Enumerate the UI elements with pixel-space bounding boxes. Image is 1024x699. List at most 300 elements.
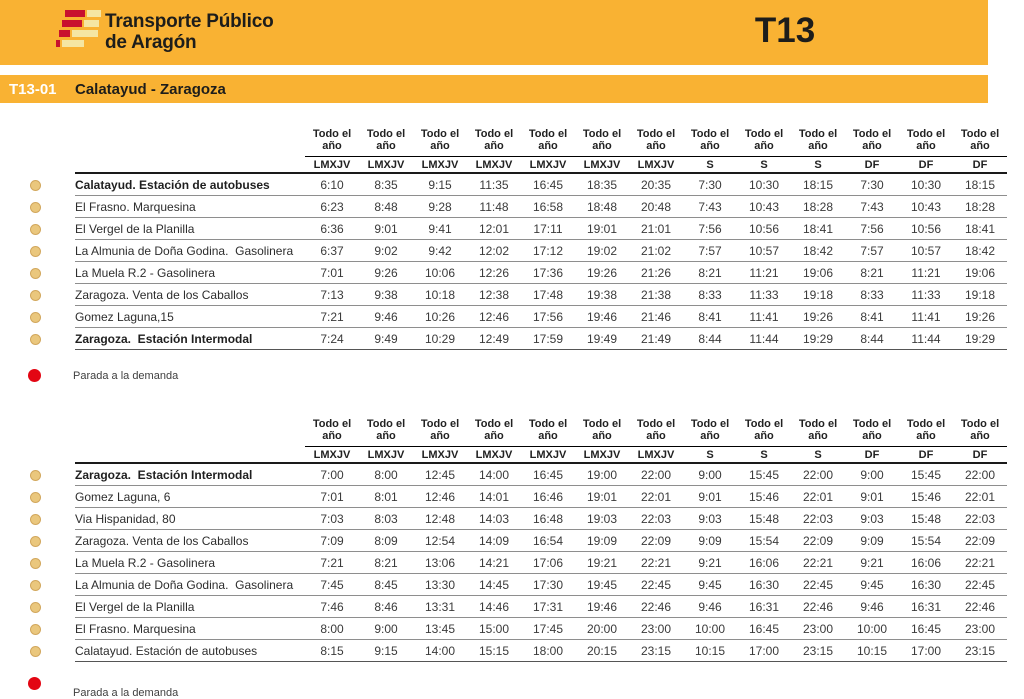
time-cell: 19:45: [575, 574, 629, 596]
time-cell: 19:06: [791, 262, 845, 284]
stop-dot-cell: [0, 328, 75, 350]
column-daycode: DF: [845, 447, 899, 464]
time-cell: 23:15: [953, 640, 1007, 662]
time-cell: 9:46: [359, 306, 413, 328]
time-cell: 8:21: [359, 552, 413, 574]
time-cell: 15:15: [467, 640, 521, 662]
time-cell: 16:54: [521, 530, 575, 552]
stop-dot-cell: [0, 486, 75, 508]
column-daycode: DF: [953, 447, 1007, 464]
demand-stop-dot-icon: [30, 268, 41, 279]
column-period-label: Todo el año: [953, 414, 1007, 447]
time-cell: 18:48: [575, 196, 629, 218]
time-cell: 13:31: [413, 596, 467, 618]
header-rule: [75, 447, 305, 464]
time-cell: 12:48: [413, 508, 467, 530]
time-cell: 22:45: [791, 574, 845, 596]
column-period-label: Todo el año: [521, 414, 575, 447]
legend-label: Parada a la demanda: [73, 369, 179, 382]
time-cell: 9:45: [845, 574, 899, 596]
stop-name: El Vergel de la Planilla: [75, 218, 305, 240]
time-cell: 7:57: [683, 240, 737, 262]
time-cell: 9:45: [683, 574, 737, 596]
column-period-label: Todo el año: [629, 414, 683, 447]
time-cell: 21:01: [629, 218, 683, 240]
time-cell: 22:09: [629, 530, 683, 552]
column-daycode: S: [791, 447, 845, 464]
time-cell: 10:06: [413, 262, 467, 284]
time-cell: 11:33: [737, 284, 791, 306]
time-cell: 8:44: [845, 328, 899, 350]
stop-name: El Frasno. Marquesina: [75, 196, 305, 218]
time-cell: 18:42: [791, 240, 845, 262]
time-cell: 16:58: [521, 196, 575, 218]
time-cell: 7:00: [305, 464, 359, 486]
time-cell: 9:38: [359, 284, 413, 306]
time-cell: 20:15: [575, 640, 629, 662]
column-daycode: LMXJV: [305, 157, 359, 174]
header-spacer: [0, 157, 75, 174]
column-period-label: Todo el año: [791, 414, 845, 447]
time-cell: 8:48: [359, 196, 413, 218]
time-cell: 19:01: [575, 486, 629, 508]
column-period-label: Todo el año: [359, 124, 413, 157]
time-cell: 9:02: [359, 240, 413, 262]
time-cell: 16:45: [737, 618, 791, 640]
header-spacer: [0, 414, 75, 447]
time-cell: 9:46: [845, 596, 899, 618]
time-cell: 10:30: [899, 174, 953, 196]
column-period-label: Todo el año: [467, 124, 521, 157]
stop-dot-cell: [0, 596, 75, 618]
time-cell: 10:43: [737, 196, 791, 218]
time-cell: 22:00: [629, 464, 683, 486]
time-cell: 17:45: [521, 618, 575, 640]
brand-line-2: de Aragón: [105, 32, 197, 53]
time-cell: 10:15: [683, 640, 737, 662]
legend-on-demand-bottom: [28, 677, 179, 699]
time-cell: 15:54: [899, 530, 953, 552]
stop-name: Zaragoza. Venta de los Caballos: [75, 530, 305, 552]
time-cell: 23:00: [953, 618, 1007, 640]
demand-stop-dot-icon: [30, 224, 41, 235]
stop-dot-cell: [0, 574, 75, 596]
stop-dot-cell: [0, 640, 75, 662]
time-cell: 12:38: [467, 284, 521, 306]
time-cell: 8:03: [359, 508, 413, 530]
time-cell: 7:43: [845, 196, 899, 218]
column-daycode: S: [737, 157, 791, 174]
time-cell: 12:26: [467, 262, 521, 284]
time-cell: 19:03: [575, 508, 629, 530]
column-period-label: Todo el año: [683, 124, 737, 157]
demand-stop-dot-icon: [30, 246, 41, 257]
demand-stop-dot-icon: [30, 558, 41, 569]
time-cell: 19:26: [575, 262, 629, 284]
time-cell: 11:41: [737, 306, 791, 328]
time-cell: 15:54: [737, 530, 791, 552]
time-cell: 13:06: [413, 552, 467, 574]
time-cell: 22:01: [629, 486, 683, 508]
time-cell: 13:30: [413, 574, 467, 596]
time-cell: 22:46: [953, 596, 1007, 618]
aragon-logo-icon: [55, 9, 103, 51]
time-cell: 16:46: [521, 486, 575, 508]
time-cell: 9:01: [359, 218, 413, 240]
route-name: Calatayud - Zaragoza: [75, 80, 226, 98]
time-cell: 7:01: [305, 486, 359, 508]
time-cell: 19:49: [575, 328, 629, 350]
time-cell: 22:00: [953, 464, 1007, 486]
header-spacer: [75, 124, 305, 157]
demand-stop-dot-icon: [30, 536, 41, 547]
header-spacer: [0, 124, 75, 157]
column-period-label: Todo el año: [359, 414, 413, 447]
time-cell: 8:33: [683, 284, 737, 306]
time-cell: 17:30: [521, 574, 575, 596]
column-period-label: Todo el año: [953, 124, 1007, 157]
column-daycode: LMXJV: [629, 447, 683, 464]
time-cell: 12:54: [413, 530, 467, 552]
stop-name: La Almunia de Doña Godina. Gasolinera: [75, 240, 305, 262]
time-cell: 8:21: [845, 262, 899, 284]
time-cell: 10:57: [737, 240, 791, 262]
time-cell: 23:00: [629, 618, 683, 640]
column-period-label: Todo el año: [575, 124, 629, 157]
time-cell: 9:03: [845, 508, 899, 530]
stop-name: Calatayud. Estación de autobuses: [75, 174, 305, 196]
time-cell: 12:01: [467, 218, 521, 240]
time-cell: 7:21: [305, 552, 359, 574]
time-cell: 8:45: [359, 574, 413, 596]
column-daycode: S: [683, 157, 737, 174]
time-cell: 14:00: [413, 640, 467, 662]
time-cell: 17:06: [521, 552, 575, 574]
time-cell: 19:00: [575, 464, 629, 486]
time-cell: 22:21: [791, 552, 845, 574]
time-cell: 9:00: [683, 464, 737, 486]
time-cell: 15:45: [737, 464, 791, 486]
column-period-label: Todo el año: [899, 124, 953, 157]
timetable-return: [0, 414, 1007, 662]
time-cell: 19:26: [791, 306, 845, 328]
time-cell: 12:45: [413, 464, 467, 486]
time-cell: 7:30: [683, 174, 737, 196]
stop-name: Gomez Laguna,15: [75, 306, 305, 328]
demand-stop-dot-icon: [30, 646, 41, 657]
time-cell: 20:48: [629, 196, 683, 218]
stop-dot-cell: [0, 218, 75, 240]
time-cell: 19:21: [575, 552, 629, 574]
time-cell: 10:43: [899, 196, 953, 218]
demand-stop-dot-icon: [30, 180, 41, 191]
time-cell: 19:29: [791, 328, 845, 350]
time-cell: 22:45: [953, 574, 1007, 596]
column-period-label: Todo el año: [305, 124, 359, 157]
time-cell: 22:01: [953, 486, 1007, 508]
time-cell: 11:35: [467, 174, 521, 196]
time-cell: 19:01: [575, 218, 629, 240]
time-cell: 9:15: [359, 640, 413, 662]
stop-dot-cell: [0, 552, 75, 574]
time-cell: 7:03: [305, 508, 359, 530]
demand-stop-dot-icon: [30, 202, 41, 213]
time-cell: 7:24: [305, 328, 359, 350]
time-cell: 19:38: [575, 284, 629, 306]
column-period-label: Todo el año: [737, 124, 791, 157]
time-cell: 19:46: [575, 596, 629, 618]
stop-name: La Almunia de Doña Godina. Gasolinera: [75, 574, 305, 596]
stop-name: La Muela R.2 - Gasolinera: [75, 262, 305, 284]
column-daycode: LMXJV: [575, 447, 629, 464]
time-cell: 10:26: [413, 306, 467, 328]
stop-dot-cell: [0, 196, 75, 218]
column-daycode: DF: [899, 447, 953, 464]
time-cell: 16:48: [521, 508, 575, 530]
column-daycode: LMXJV: [359, 157, 413, 174]
time-cell: 6:10: [305, 174, 359, 196]
demand-stop-dot-icon: [30, 624, 41, 635]
time-cell: 23:15: [629, 640, 683, 662]
column-daycode: LMXJV: [467, 157, 521, 174]
time-cell: 21:46: [629, 306, 683, 328]
stop-name: El Frasno. Marquesina: [75, 618, 305, 640]
time-cell: 6:36: [305, 218, 359, 240]
time-cell: 18:41: [791, 218, 845, 240]
column-period-label: Todo el año: [791, 124, 845, 157]
time-cell: 8:09: [359, 530, 413, 552]
column-daycode: DF: [899, 157, 953, 174]
time-cell: 23:15: [791, 640, 845, 662]
time-cell: 7:21: [305, 306, 359, 328]
route-code: T13: [754, 11, 816, 50]
time-cell: 22:46: [791, 596, 845, 618]
time-cell: 15:48: [737, 508, 791, 530]
time-cell: 22:21: [629, 552, 683, 574]
time-cell: 10:29: [413, 328, 467, 350]
time-cell: 14:03: [467, 508, 521, 530]
column-daycode: S: [791, 157, 845, 174]
column-daycode: LMXJV: [521, 447, 575, 464]
time-cell: 13:45: [413, 618, 467, 640]
time-cell: 19:29: [953, 328, 1007, 350]
time-cell: 19:26: [953, 306, 1007, 328]
column-period-label: Todo el año: [305, 414, 359, 447]
time-cell: 16:30: [737, 574, 791, 596]
time-cell: 14:00: [467, 464, 521, 486]
time-cell: 10:30: [737, 174, 791, 196]
time-cell: 22:00: [791, 464, 845, 486]
demand-stop-dot-icon: [30, 334, 41, 345]
time-cell: 17:56: [521, 306, 575, 328]
column-daycode: LMXJV: [467, 447, 521, 464]
time-cell: 20:35: [629, 174, 683, 196]
time-cell: 9:41: [413, 218, 467, 240]
time-cell: 8:41: [845, 306, 899, 328]
time-cell: 9:49: [359, 328, 413, 350]
stop-name: El Vergel de la Planilla: [75, 596, 305, 618]
stop-dot-cell: [0, 240, 75, 262]
stop-name: Zaragoza. Estación Intermodal: [75, 328, 305, 350]
time-cell: 9:00: [359, 618, 413, 640]
stop-name: Gomez Laguna, 6: [75, 486, 305, 508]
time-cell: 22:09: [791, 530, 845, 552]
column-daycode: DF: [845, 157, 899, 174]
time-cell: 18:42: [953, 240, 1007, 262]
demand-stop-dot-icon: [30, 602, 41, 613]
column-daycode: LMXJV: [305, 447, 359, 464]
time-cell: 18:41: [953, 218, 1007, 240]
time-cell: 19:46: [575, 306, 629, 328]
time-cell: 15:48: [899, 508, 953, 530]
route-title-bar: [0, 75, 988, 103]
column-daycode: LMXJV: [359, 447, 413, 464]
time-cell: 18:15: [791, 174, 845, 196]
time-cell: 11:21: [899, 262, 953, 284]
time-cell: 10:15: [845, 640, 899, 662]
time-cell: 17:36: [521, 262, 575, 284]
time-cell: 20:00: [575, 618, 629, 640]
time-cell: 10:00: [845, 618, 899, 640]
time-cell: 7:46: [305, 596, 359, 618]
time-cell: 17:59: [521, 328, 575, 350]
time-cell: 18:00: [521, 640, 575, 662]
time-cell: 17:12: [521, 240, 575, 262]
time-cell: 12:49: [467, 328, 521, 350]
header-spacer: [0, 447, 75, 464]
time-cell: 9:28: [413, 196, 467, 218]
time-cell: 17:48: [521, 284, 575, 306]
time-cell: 8:41: [683, 306, 737, 328]
time-cell: 9:00: [845, 464, 899, 486]
route-subcode: T13-01: [9, 80, 57, 98]
time-cell: 17:00: [737, 640, 791, 662]
time-cell: 7:30: [845, 174, 899, 196]
column-period-label: Todo el año: [521, 124, 575, 157]
time-cell: 8:44: [683, 328, 737, 350]
stop-dot-cell: [0, 508, 75, 530]
header-band: [0, 0, 988, 65]
time-cell: 8:01: [359, 486, 413, 508]
time-cell: 22:01: [791, 486, 845, 508]
demand-stop-dot-icon: [30, 470, 41, 481]
header-rule: [75, 157, 305, 174]
legend-label: Parada a la demanda: [73, 686, 179, 699]
time-cell: 22:03: [791, 508, 845, 530]
time-cell: 16:45: [899, 618, 953, 640]
demand-stop-icon: [28, 677, 41, 690]
time-cell: 7:57: [845, 240, 899, 262]
time-cell: 15:46: [899, 486, 953, 508]
time-cell: 10:56: [899, 218, 953, 240]
stop-name: Zaragoza. Venta de los Caballos: [75, 284, 305, 306]
time-cell: 19:18: [953, 284, 1007, 306]
column-period-label: Todo el año: [845, 414, 899, 447]
time-cell: 22:46: [629, 596, 683, 618]
time-cell: 18:35: [575, 174, 629, 196]
stop-name: Via Hispanidad, 80: [75, 508, 305, 530]
column-period-label: Todo el año: [683, 414, 737, 447]
time-cell: 9:21: [683, 552, 737, 574]
column-daycode: S: [737, 447, 791, 464]
time-cell: 6:37: [305, 240, 359, 262]
stop-name: La Muela R.2 - Gasolinera: [75, 552, 305, 574]
demand-stop-dot-icon: [30, 290, 41, 301]
time-cell: 12:46: [467, 306, 521, 328]
time-cell: 19:18: [791, 284, 845, 306]
time-cell: 22:21: [953, 552, 1007, 574]
time-cell: 10:57: [899, 240, 953, 262]
column-period-label: Todo el año: [737, 414, 791, 447]
time-cell: 11:44: [737, 328, 791, 350]
time-cell: 23:00: [791, 618, 845, 640]
time-cell: 8:21: [683, 262, 737, 284]
time-cell: 16:31: [737, 596, 791, 618]
time-cell: 17:00: [899, 640, 953, 662]
time-cell: 19:02: [575, 240, 629, 262]
demand-stop-dot-icon: [30, 514, 41, 525]
time-cell: 11:33: [899, 284, 953, 306]
time-cell: 14:21: [467, 552, 521, 574]
column-period-label: Todo el año: [413, 124, 467, 157]
time-cell: 22:45: [629, 574, 683, 596]
demand-stop-dot-icon: [30, 492, 41, 503]
time-cell: 19:09: [575, 530, 629, 552]
time-cell: 8:35: [359, 174, 413, 196]
stop-name: Zaragoza. Estación Intermodal: [75, 464, 305, 486]
time-cell: 17:31: [521, 596, 575, 618]
time-cell: 12:02: [467, 240, 521, 262]
column-period-label: Todo el año: [467, 414, 521, 447]
time-cell: 7:13: [305, 284, 359, 306]
time-cell: 8:00: [359, 464, 413, 486]
time-cell: 7:43: [683, 196, 737, 218]
column-daycode: LMXJV: [575, 157, 629, 174]
time-cell: 22:03: [953, 508, 1007, 530]
time-cell: 17:11: [521, 218, 575, 240]
demand-stop-dot-icon: [30, 312, 41, 323]
time-cell: 7:01: [305, 262, 359, 284]
time-cell: 9:01: [845, 486, 899, 508]
time-cell: 9:01: [683, 486, 737, 508]
column-period-label: Todo el año: [845, 124, 899, 157]
time-cell: 16:06: [899, 552, 953, 574]
stop-dot-cell: [0, 464, 75, 486]
time-cell: 21:02: [629, 240, 683, 262]
time-cell: 16:30: [899, 574, 953, 596]
time-cell: 12:46: [413, 486, 467, 508]
time-cell: 9:15: [413, 174, 467, 196]
time-cell: 21:49: [629, 328, 683, 350]
time-cell: 19:06: [953, 262, 1007, 284]
time-cell: 15:00: [467, 618, 521, 640]
time-cell: 11:48: [467, 196, 521, 218]
time-cell: 8:00: [305, 618, 359, 640]
time-cell: 9:26: [359, 262, 413, 284]
time-cell: 22:09: [953, 530, 1007, 552]
column-period-label: Todo el año: [413, 414, 467, 447]
brand-line-1: Transporte Público: [105, 11, 274, 32]
time-cell: 7:56: [683, 218, 737, 240]
time-cell: 7:56: [845, 218, 899, 240]
column-daycode: LMXJV: [629, 157, 683, 174]
column-period-label: Todo el año: [575, 414, 629, 447]
column-daycode: DF: [953, 157, 1007, 174]
time-cell: 7:45: [305, 574, 359, 596]
timetable-outbound: [0, 124, 1007, 350]
stop-dot-cell: [0, 306, 75, 328]
column-daycode: LMXJV: [521, 157, 575, 174]
